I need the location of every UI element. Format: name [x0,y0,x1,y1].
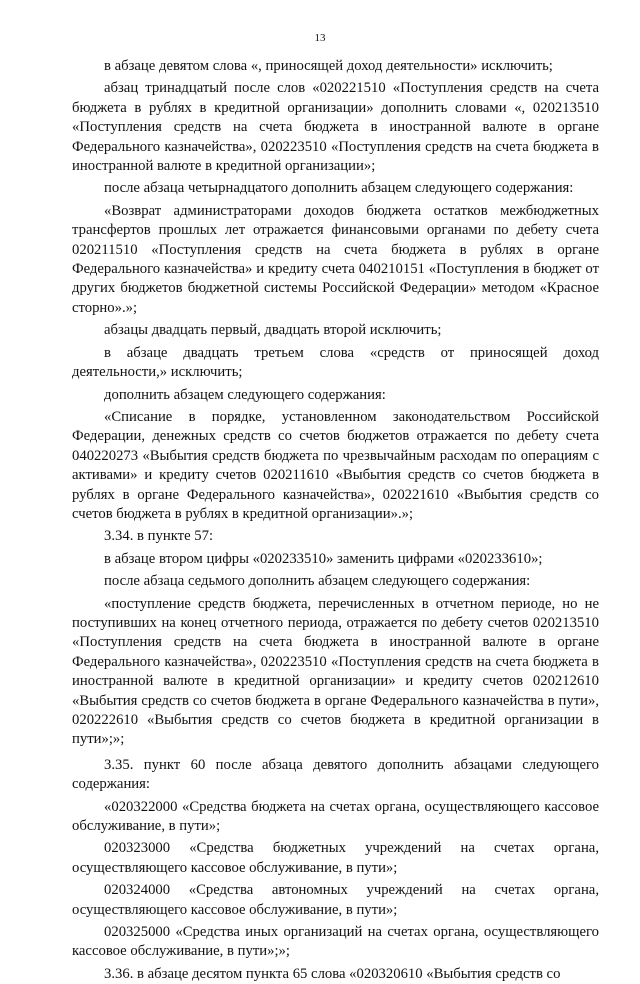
paragraph: после абзаца седьмого дополнить абзацем следующего содержания: [104,573,531,590]
paragraph: «Списание в порядке, установленном законодательством Российской Федерации, денежных средств со счетов бюджетов отражается по дебету счета 040220273 «Выбытия средств бюджета по чрезвычайным расходам по операциям с активами» и кредиту счетов 020211610 «Выбытия средств со счетов бюджета в рублях в органе Федерального казначейства», 020221610 «Выбытия средств со счетов бюджета в рублях в кредитной организации».»; [72,408,599,522]
page-number: 13 [314,32,326,44]
paragraph: после абзаца четырнадцатого дополнить абзацем следующего содержания: [104,180,574,197]
paragraph: дополнить абзацем следующего содержания: [104,386,386,403]
paragraph: 3.36. в абзаце десятом пункта 65 слова «020320610 «Выбытия средств со [104,965,561,982]
document-body [72,57,599,984]
paragraph: абзацы двадцать первый, двадцать второй исключить; [104,322,442,339]
paragraph: 020325000 «Средства иных организаций на счетах органа, осуществляющего кассовое обслуживание, в пути»;»; [72,924,599,960]
paragraph: «Возврат администраторами доходов бюджета остатков межбюджетных трансфертов прошлых лет отражается финансовыми органами по дебету счета 020211510 «Поступления средств на счета бюджета в рублях в органе Федерального казначейства» и кредиту счета 040210151 «Поступления в бюджет от других бюджетов бюджетной системы Российской Федерации» методом «Красное сторно».»; [72,202,599,316]
paragraph: в абзаце втором цифры «020233510» заменить цифрами «020233610»; [104,550,543,567]
paragraph: «020322000 «Средства бюджета на счетах органа, осуществляющего кассовое обслуживание, в пути»; [72,798,599,835]
paragraph: 3.34. в пункте 57: [104,528,214,545]
paragraph: 020323000 «Средства бюджетных учреждений на счетах органа, осуществляющего кассовое обслуживание, в пути»; [72,840,599,876]
paragraph: 3.35. пункт 60 после абзаца девятого дополнить абзацами следующего содержания: [72,756,599,793]
paragraph: в абзаце двадцать третьем слова «средств от приносящей доход деятельности,» исключить; [72,344,599,381]
paragraph: 020324000 «Средства автономных учреждений на счетах органа, осуществляющего кассовое обслуживание, в пути»; [72,882,599,918]
paragraph: «поступление средств бюджета, перечисленных в отчетном периоде, но не поступивших на конец отчетного периода, отражается по дебету счетов 020213510 «Поступления средств на счета бюджета в иностранной валюте в органе Федерального казначейства», 020223510 «Поступления средств на счета бюджета в иностранной валюте в кредитной организации» и кредиту счетов 020212610 «Выбытия средств со счетов бюджета в органе Федерального казначейства в пути», 020222610 «Выбытия средств со счетов бюджета в кредитной организации в пути»;»; [72,595,599,748]
paragraph: в абзаце девятом слова «, приносящей доход деятельности» исключить; [104,58,553,74]
paragraph: абзац тринадцатый после слов «020221510 «Поступления средств на счета бюджета в рублях в кредитной организации» дополнить словами «, 020213510 «Поступления средств на счета бюджета в иностранной валюте в органе Федерального казначейства», 020223510 «Поступления средств на счета бюджета в иностранной валюте в кредитной организации»; [72,80,599,175]
